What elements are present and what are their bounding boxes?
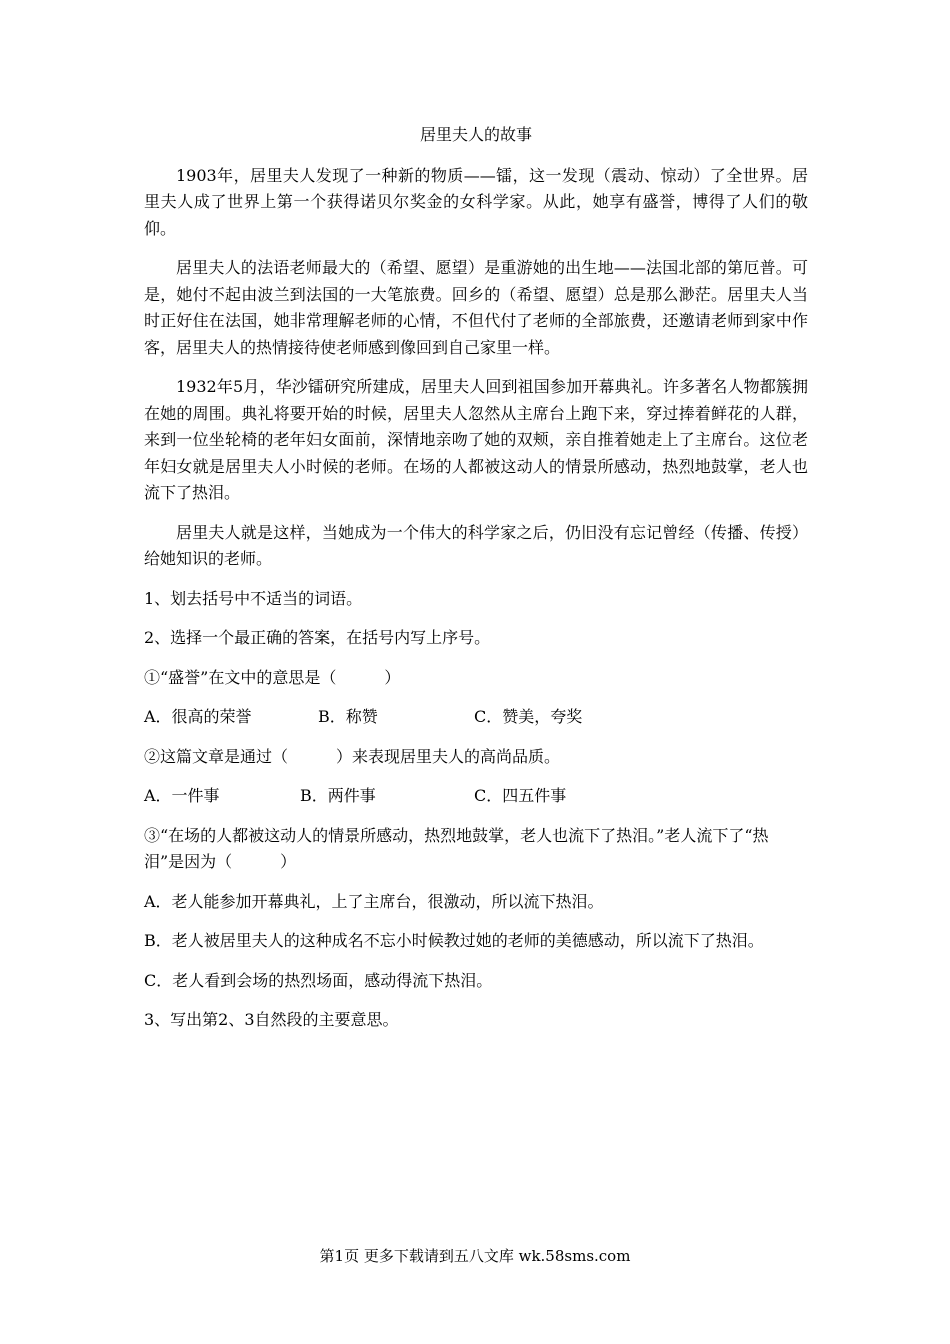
question-3: 3、写出第2、3自然段的主要意思。 bbox=[144, 1010, 399, 1029]
question-2-3-option-b: B．老人被居里夫人的这种成名不忘小时候教过她的老师的美德感动，所以流下了热泪。 bbox=[144, 931, 764, 950]
option-c: C．赞美，夸奖 bbox=[474, 707, 583, 726]
question-2: 2、选择一个最正确的答案，在括号内写上序号。 bbox=[144, 628, 491, 647]
question-2-3-option-c: C．老人看到会场的热烈场面，感动得流下热泪。 bbox=[144, 970, 493, 990]
paragraph-4: 居里夫人就是这样，当她成为一个伟大的科学家之后，仍旧没有忘记曾经（传播、传授）给她知识的老师。 bbox=[144, 522, 808, 568]
option-c: C．四五件事 bbox=[474, 786, 567, 805]
question-2-1-options bbox=[144, 704, 808, 731]
document-body bbox=[144, 122, 808, 1047]
page-footer: 第1页 更多下载请到五八文库 wk.58sms.com bbox=[319, 1247, 631, 1265]
option-b: B．称赞 bbox=[318, 707, 378, 726]
question-2-1-stem: ①“盛誉”在文中的意思是（ ） bbox=[144, 667, 401, 687]
option-a: A．很高的荣誉 bbox=[144, 707, 252, 726]
question-2-2-options bbox=[144, 783, 808, 810]
paragraph-3: 1932年5月，华沙镭研究所建成，居里夫人回到祖国参加开幕典礼。许多著名人物都簇拥在她的周围。典礼将要开始的时候，居里夫人忽然从主席台上跑下来，穿过捧着鲜花的人群，来到一位坐轮椅的老年妇女面前，深情地亲吻了她的双颊，亲自推着她走上了主席台。这位老年妇女就是居里夫人小时候的老师。在场的人都被这动人的情景所感动，热烈地鼓掌，老人也流下了热泪。 bbox=[144, 377, 808, 502]
page-title: 居里夫人的故事 bbox=[419, 125, 532, 144]
option-b: B．两件事 bbox=[300, 786, 376, 805]
option-a: A．一件事 bbox=[144, 786, 220, 805]
paragraph-1: 1903年，居里夫人发现了一种新的物质——镭，这一发现（震动、惊动）了全世界。居里夫人成了世界上第一个获得诺贝尔奖金的女科学家。从此，她享有盛誉，博得了人们的敬仰。 bbox=[144, 165, 808, 238]
question-2-3-option-a: A．老人能参加开幕典礼，上了主席台，很激动，所以流下热泪。 bbox=[144, 891, 604, 911]
question-2-3-stem: ③“在场的人都被这动人的情景所感动，热烈地鼓掌，老人也流下了热泪。”老人流下了“热泪”是因为（ ） bbox=[144, 825, 769, 871]
question-1: 1、划去括号中不适当的词语。 bbox=[144, 588, 363, 608]
question-2-2-stem: ②这篇文章是通过（ ）来表现居里夫人的高尚品质。 bbox=[144, 746, 561, 766]
paragraph-2: 居里夫人的法语老师最大的（希望、愿望）是重游她的出生地——法国北部的第厄普。可是，她付不起由波兰到法国的一大笔旅费。回乡的（希望、愿望）总是那么渺茫。居里夫人当时正好住在法国，她非常理解老师的心情，不但代付了老师的全部旅费，还邀请老师到家中作客，居里夫人的热情接待使老师感到像回到自己家里一样。 bbox=[144, 258, 808, 357]
